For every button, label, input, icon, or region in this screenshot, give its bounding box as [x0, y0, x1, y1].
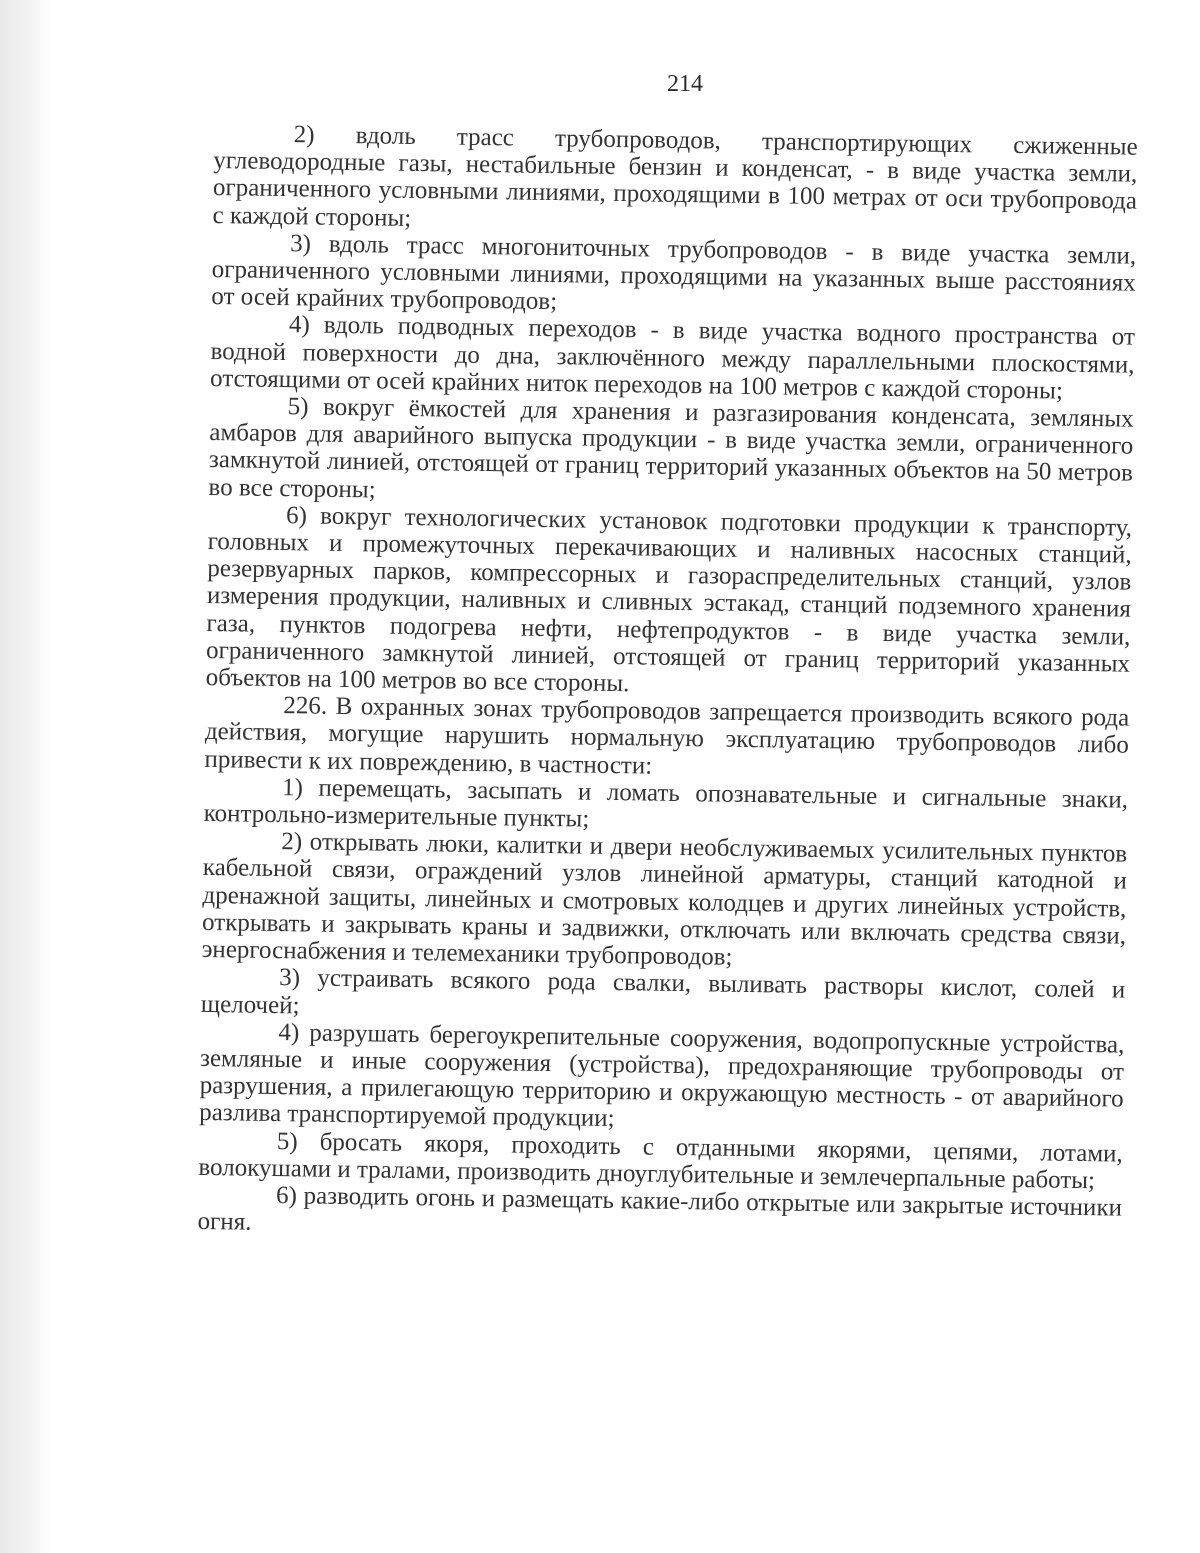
- paragraph-zone-4: 4) вдоль подводных переходов - в виде участка водного пространства от водной поверхности до дна, заключённого между параллельными плоскостями, отстоящими от осей крайних ниток переходов на 100 метров с каждой стороны;: [209, 311, 1136, 405]
- paragraph-prohibition-4: 4) разрушать берегоукрепительные сооружения, водопропускные устройства, земляные и иные сооружения (устройства), предохраняющие трубопроводы от разрушения, а прилегающую территорию и окружающую местность - от аварийного разлива транспортируемой продукции;: [199, 1018, 1125, 1133]
- paragraph-zone-2: 2) вдоль трасс трубопроводов, транспортирующих сжиженные углеводородные газы, нестабильные бензин и конденсат, - в виде участка земли, ограниченного условными линиями, проходящими в 100 метрах от оси трубопровода с каждой стороны;: [212, 121, 1138, 232]
- scan-margin-shadow: [0, 0, 52, 1553]
- page-number: 214: [667, 71, 703, 97]
- paragraph-zone-5: 5) вокруг ёмкостей для хранения и разгазирования конденсата, земляных амбаров для аварийного выпуска продукции - в виде участка земли, ограниченного замкнутой линией, отстоящей от границ территорий указанных объектов на 50 метров во все стороны;: [208, 393, 1134, 504]
- paragraph-prohibition-2: 2) открывать люки, калитки и двери необслуживаемых усилительных пунктов кабельной связи, ограждений узлов линейной арматуры, станций катодной и дренажной защиты, линейных и смотровых колодцев и других линейных устройств, открывать и закрывать краны и задвижки, отключать или включать средства связи, энергоснабжения и телемеханики трубопроводов;: [201, 828, 1128, 971]
- paragraph-prohibition-3: 3) устраивать всякого рода свалки, выливать растворы кислот, солей и щелочей;: [200, 964, 1126, 1019]
- paragraph-zone-6: 6) вокруг технологических установок подготовки продукции к транспорту, головных и промежуточных перекачивающих и наливных насосных станций, резервуарных парков, компрессорных и газораспределительных станций, узлов измерения продукции, наливных и сливных эстакад, станций подземного хранения газа, пунктов подогрева нефти, нефтепродуктов - в виде участка земли, ограниченного замкнутой линией, отстоящей от границ территорий указанных объектов на 100 метров во все стороны.: [205, 501, 1133, 698]
- paragraph-section-226: 226. В охранных зонах трубопроводов запрещается производить всякого рода действия, могущие нарушить нормальную эксплуатацию трубопроводов либо привести к их повреждению, в частности:: [204, 692, 1130, 780]
- paragraph-zone-3: 3) вдоль трасс многониточных трубопроводов - в виде участка земли, ограниченного условными линиями, проходящими на указанных выше расстояниях от осей крайних трубопроводов;: [211, 229, 1137, 316]
- paragraph-prohibition-6: 6) разводить огонь и размещать какие-либо открытые или закрытые источники огня.: [197, 1181, 1123, 1236]
- paragraph-prohibition-5: 5) бросать якоря, проходить с отданными якорями, цепями, лотами, волокушами и тралами, производить дноуглубительные и землечерпальные работы;: [198, 1127, 1123, 1194]
- paragraph-prohibition-1: 1) перемещать, засыпать и ломать опознавательные и сигнальные знаки, контрольно-измерительные пункты;: [203, 773, 1129, 833]
- document-body: [197, 120, 1137, 1249]
